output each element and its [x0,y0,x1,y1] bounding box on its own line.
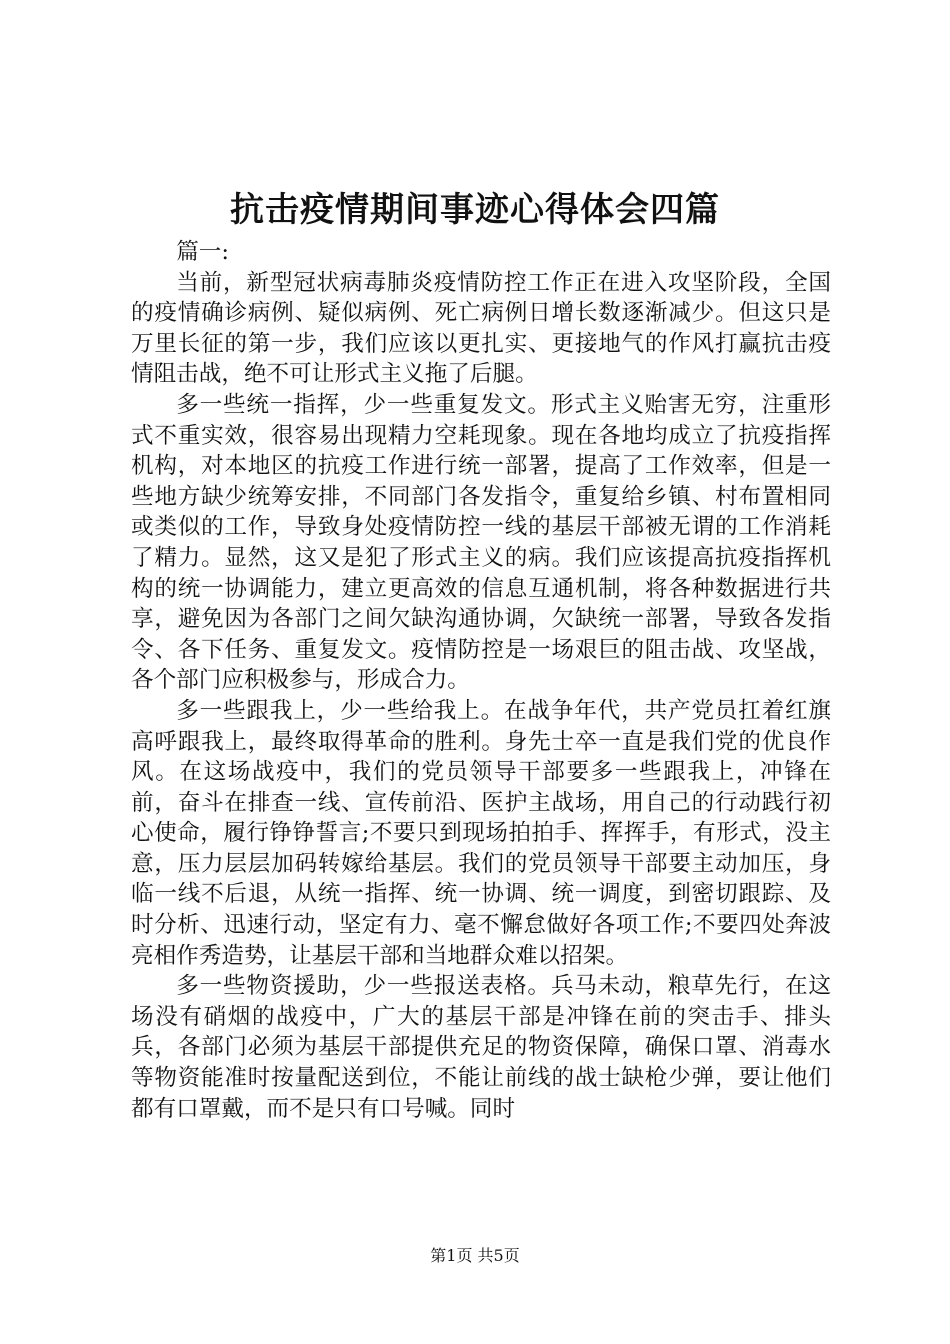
document-body [131,237,831,1124]
paragraph-2: 多一些统一指挥，少一些重复发文。形式主义贻害无穷，注重形式不重实效，很容易出现精力空耗现象。现在各地均成立了抗疫指挥机构，对本地区的抗疫工作进行统一部署，提高了工作效率，但是一些地方缺少统筹安排，不同部门各发指令，重复给乡镇、村布置相同或类似的工作，导致身处疫情防控一线的基层干部被无谓的工作消耗了精力。显然，这又是犯了形式主义的病。我们应该提高抗疫指挥机构的统一协调能力，建立更高效的信息互通机制，将各种数据进行共享，避免因为各部门之间欠缺沟通协调，欠缺统一部署，导致各发指令、各下任务、重复发文。疫情防控是一场艰巨的阻击战、攻坚战，各个部门应积极参与，形成合力。 [131,391,831,694]
paragraph-3: 多一些跟我上，少一些给我上。在战争年代，共产党员扛着红旗高呼跟我上，最终取得革命的胜利。身先士卒一直是我们党的优良作风。在这场战疫中，我们的党员领导干部要多一些跟我上，冲锋在前，奋斗在排查一线、宣传前沿、医护主战场，用自己的行动践行初心使命，履行铮铮誓言;不要只到现场拍拍手、挥挥手，有形式，没主意，压力层层加码转嫁给基层。我们的党员领导干部要主动加压，身临一线不后退，从统一指挥、统一协调、统一调度，到密切跟踪、及时分析、迅速行动，坚定有力、毫不懈怠做好各项工作;不要四处奔波亮相作秀造势，让基层干部和当地群众难以招架。 [131,697,831,969]
page-footer: 第1页 共5页 [430,1246,520,1265]
paragraph-1: 当前，新型冠状病毒肺炎疫情防控工作正在进入攻坚阶段，全国的疫情确诊病例、疑似病例、死亡病例日增长数逐渐减少。但这只是万里长征的第一步，我们应该以更扎实、更接地气的作风打赢抗击疫情阻击战，绝不可让形式主义拖了后腿。 [131,269,831,388]
section-heading: 篇一: [176,239,229,265]
paragraph-4: 多一些物资援助，少一些报送表格。兵马未动，粮草先行，在这场没有硝烟的战疫中，广大的基层干部是冲锋在前的突击手、排头兵，各部门必须为基层干部提供充足的物资保障，确保口罩、消毒水等物资能准时按量配送到位，不能让前线的战士缺枪少弹，要让他们都有口罩戴，而不是只有口号喊。同时 [131,973,831,1122]
document-title: 抗击疫情期间事迹心得体会四篇 [230,190,720,230]
